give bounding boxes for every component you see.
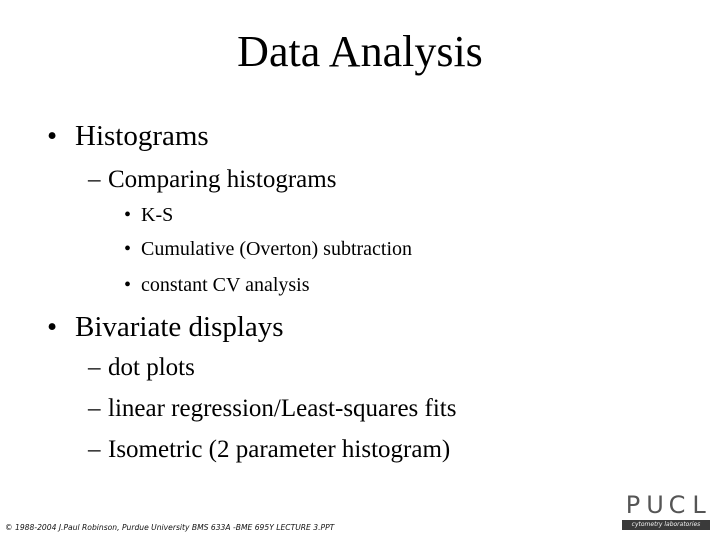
subbullet-text: linear regression/Least-squares fits [108,395,457,422]
subbullet-text: Isometric (2 parameter histogram) [108,436,451,463]
copyright-footer: © 1988-2004 J.Paul Robinson, Purdue University BMS 633A -BME 695Y LECTURE 3.PPT [5,523,335,532]
point-text: constant CV analysis [141,274,310,296]
dash-marker: – [88,166,101,193]
logo-wordmark [622,492,710,518]
bullet-text: Histograms [75,120,209,152]
logo-letter: L [692,491,706,519]
bullet-marker: • [47,311,58,343]
point-text: Cumulative (Overton) subtraction [141,238,413,260]
subbullet-text: Comparing histograms [108,166,337,193]
bullet-marker: • [124,204,132,226]
slide-title: Data Analysis [237,27,483,76]
dash-marker: – [88,354,101,381]
logo-letter: C [668,491,686,519]
pucl-logo [622,492,710,534]
dash-marker: – [88,436,101,463]
dash-marker: – [88,395,101,422]
bullet-marker: • [124,274,132,296]
logo-tagline: cytometry laboratories [622,520,710,530]
logo-letter: U [646,491,664,519]
bullet-text: Bivariate displays [75,311,284,343]
bullet-marker: • [47,120,58,152]
point-text: K-S [141,204,174,226]
logo-letter: P [625,491,641,519]
bullet-marker: • [124,238,132,260]
subbullet-text: dot plots [108,354,195,381]
